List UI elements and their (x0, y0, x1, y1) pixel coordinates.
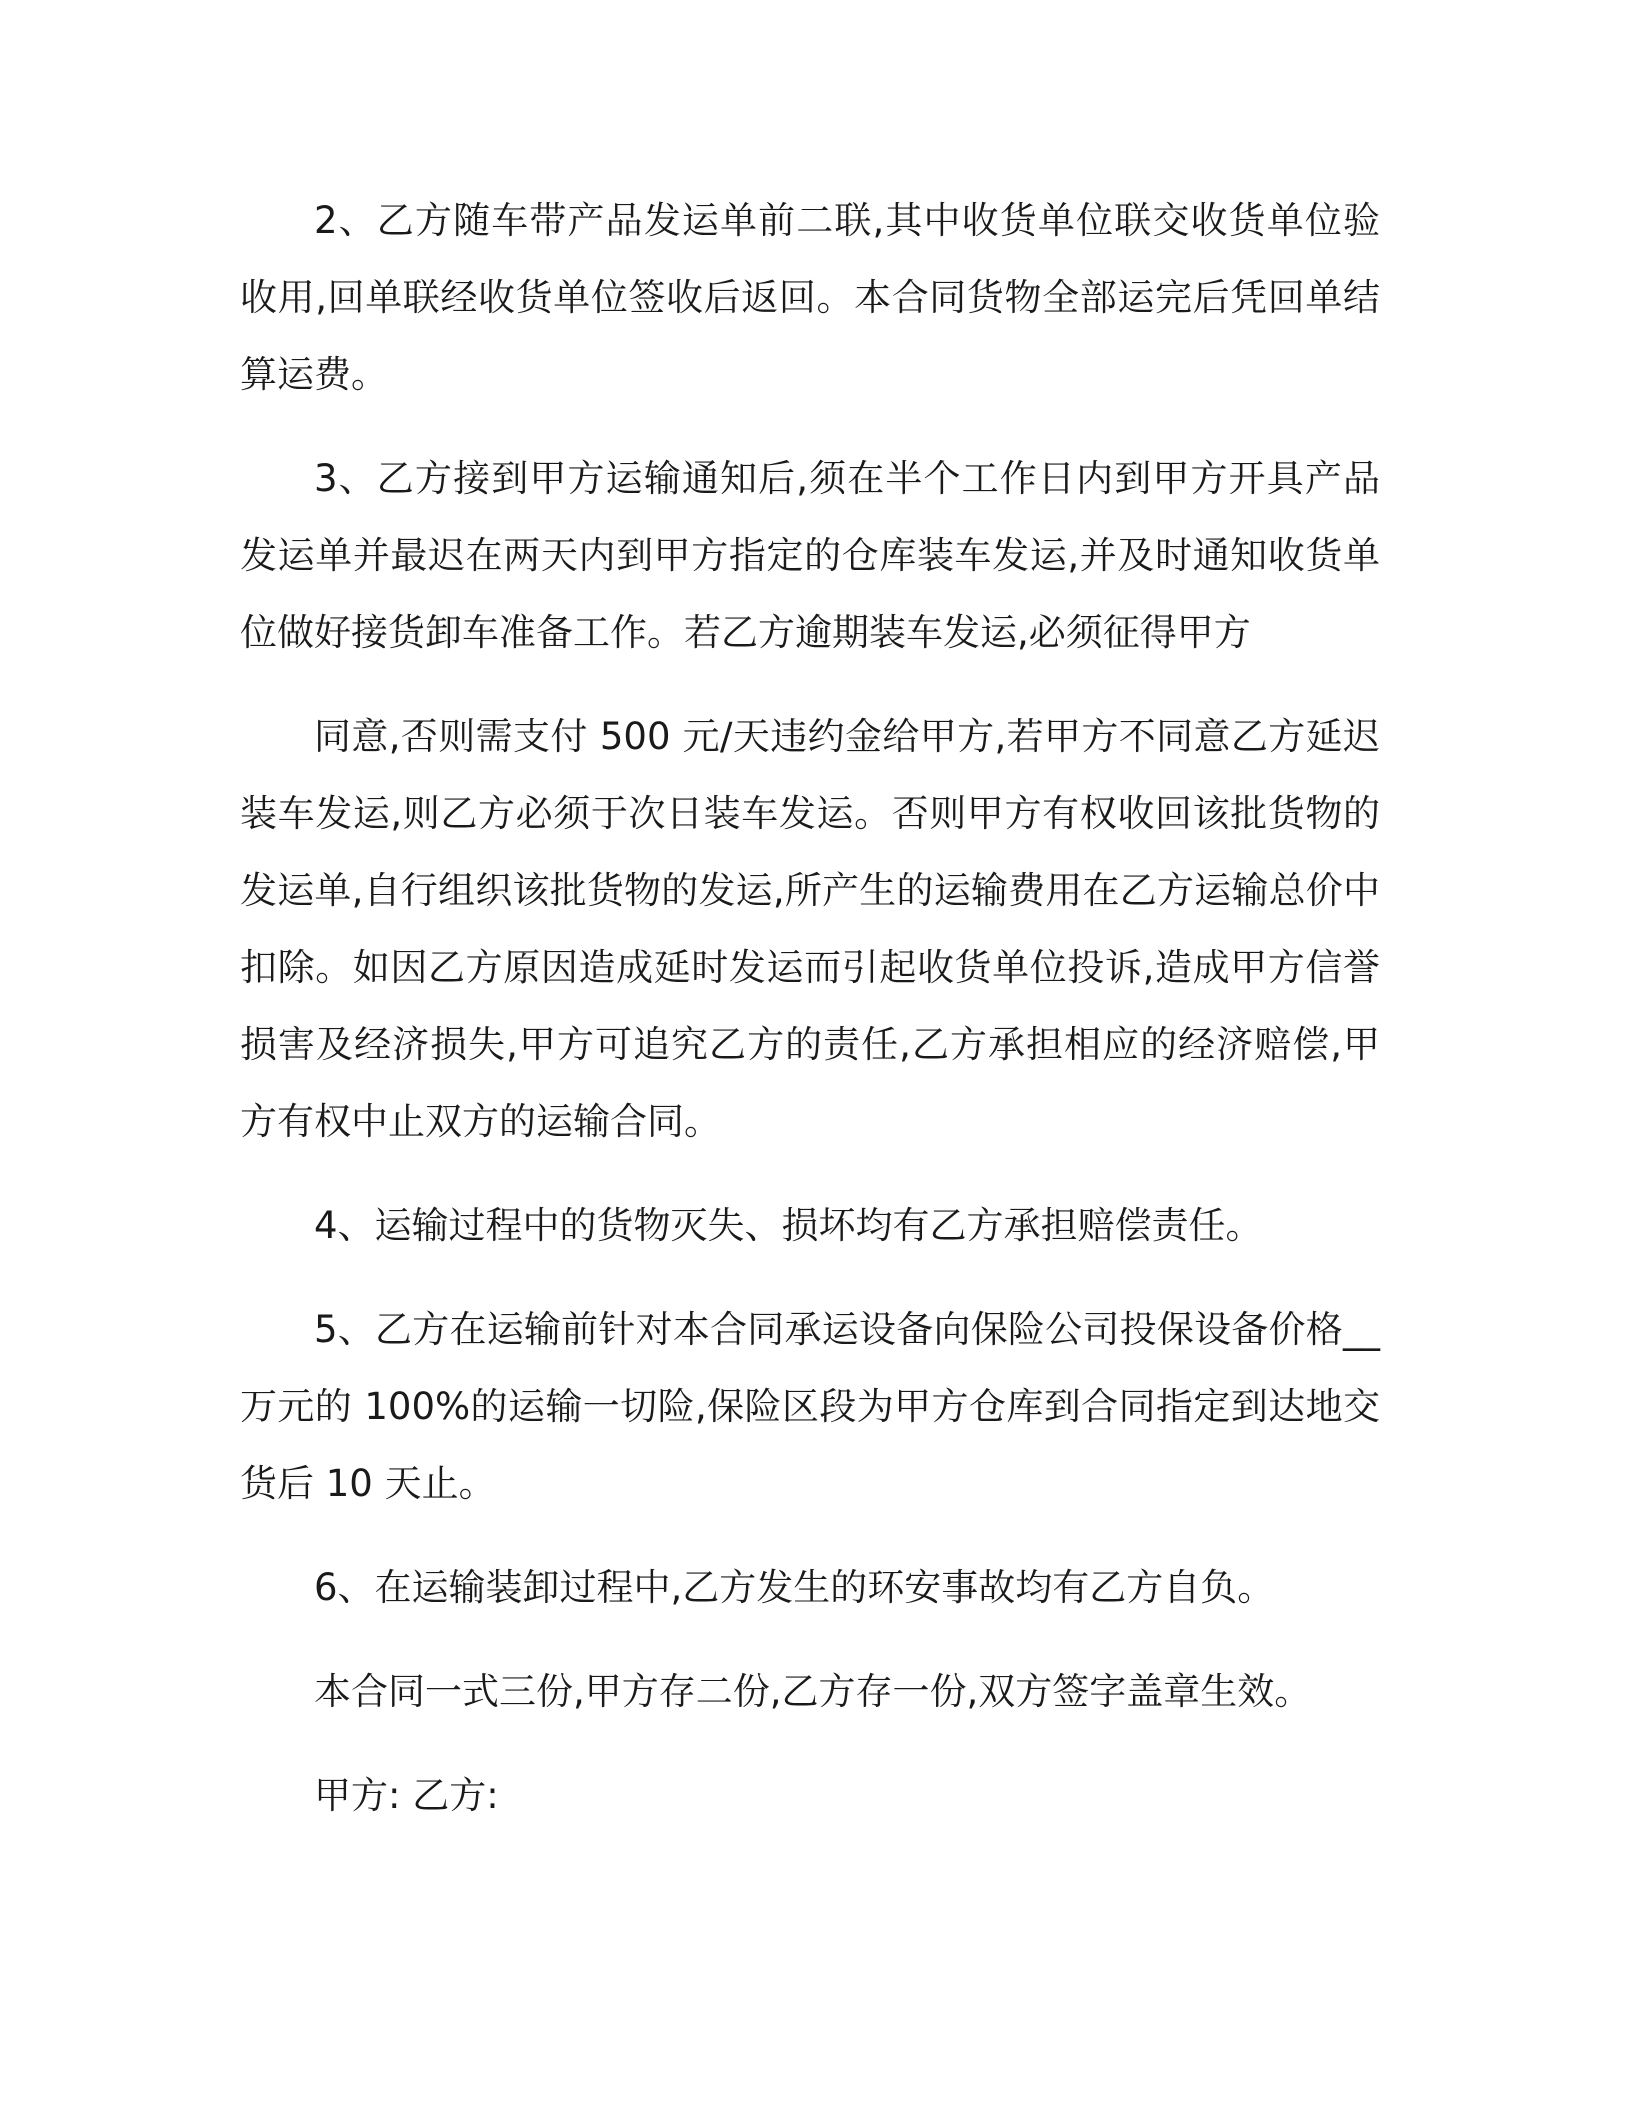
copies-paragraph: 本合同一式三份,甲方存二份,乙方存一份,双方签字盖章生效。 (314, 1670, 1312, 1713)
document-body (240, 182, 1380, 1834)
clause-4-paragraph: 4、运输过程中的货物灭失、损坏均有乙方承担赔偿责任。 (314, 1204, 1263, 1247)
clause-3-paragraph: 3、乙方接到甲方运输通知后,须在半个工作日内到甲方开具产品发运单并最迟在两天内到甲方指定的仓库装车发运,并及时通知收货单位做好接货卸车准备工作。若乙方逾期装车发运,必须征得甲方 (240, 457, 1380, 654)
clause-3-continuation-paragraph: 同意,否则需支付 500 元/天违约金给甲方,若甲方不同意乙方延迟装车发运,则乙方必须于次日装车发运。否则甲方有权收回该批货物的发运单,自行组织该批货物的发运,所产生的运输费用在乙方运输总价中扣除。如因乙方原因造成延时发运而引起收货单位投诉,造成甲方信誉损害及经济损失,甲方可追究乙方的责任,乙方承担相应的经济赔偿,甲方有权中止双方的运输合同。 (240, 715, 1380, 1143)
clause-5-paragraph: 5、乙方在运输前针对本合同承运设备向保险公司投保设备价格__万元的 100%的运输一切险,保险区段为甲方仓库到合同指定到达地交货后 10 天止。 (240, 1308, 1380, 1505)
clause-6-paragraph: 6、在运输装卸过程中,乙方发生的环安事故均有乙方自负。 (314, 1566, 1275, 1609)
signature-line: 甲方: 乙方: (314, 1774, 499, 1817)
clause-2-paragraph: 2、乙方随车带产品发运单前二联,其中收货单位联交收货单位验收用,回单联经收货单位签收后返回。本合同货物全部运完后凭回单结算运费。 (240, 199, 1380, 396)
